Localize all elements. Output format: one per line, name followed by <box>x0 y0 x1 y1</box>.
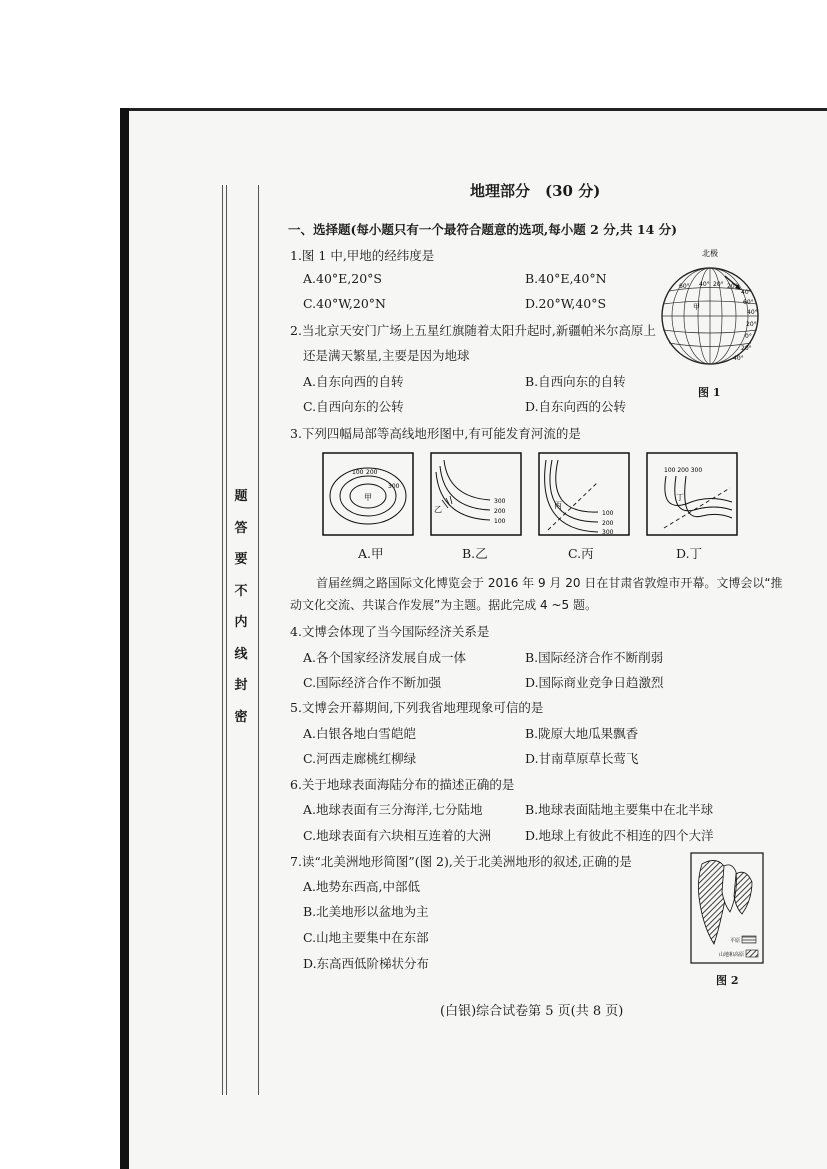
question-4-stem: 4.文博会体现了当今国际经济关系是 <box>290 624 490 639</box>
seal-char: 内 <box>234 615 248 631</box>
contour-map-d <box>646 452 738 536</box>
legend-plain-label: 平原 <box>729 938 740 944</box>
seal-char: 要 <box>234 552 248 568</box>
lat-label: 20° <box>746 321 757 328</box>
lon-label: 60° <box>679 283 690 290</box>
question-3-option-b: B.乙 <box>462 546 488 561</box>
contour-map-b <box>430 452 522 536</box>
question-1-option-a: A.40°E,20°S <box>303 271 382 286</box>
contour-label: 300 <box>388 483 400 490</box>
contour-label: 100 <box>602 510 614 517</box>
contour-label: 200 <box>366 469 378 476</box>
lat-label: 60° <box>743 299 754 306</box>
question-7-option-a: A.地势东西高,中部低 <box>303 879 420 894</box>
seal-char: 密 <box>234 709 248 725</box>
question-2-stem: 2.当北京天安门广场上五星红旗随着太阳升起时,新疆帕米尔高原上 <box>290 323 656 338</box>
question-5-option-d: D.甘南草原草长莺飞 <box>525 751 639 766</box>
contour-label: 100 200 300 <box>664 467 703 474</box>
lat-label: 0° <box>745 333 752 340</box>
seal-char: 封 <box>234 678 248 694</box>
question-1-option-c: C.40°W,20°N <box>303 296 386 311</box>
section-heading: 一、选择题(每小题只有一个最符合题意的选项,每小题 2 分,共 14 分) <box>288 222 678 237</box>
question-5-option-c: C.河西走廊桃红柳绿 <box>303 751 417 766</box>
question-5-option-a: A.白银各地白雪皑皑 <box>303 726 417 741</box>
question-7-stem: 7.读“北美洲地形简图”(图 2),关于北美洲地形的叙述,正确的是 <box>290 854 632 869</box>
lon-label: 40° <box>741 289 752 296</box>
contour-label: 100 <box>352 469 364 476</box>
lon-label: 20° <box>727 283 738 290</box>
seal-char: 题 <box>234 489 248 504</box>
question-6-option-c: C.地球表面有六块相互连着的大洲 <box>303 828 492 843</box>
figure-2-caption: 图 2 <box>716 974 739 987</box>
question-6-option-d: D.地球上有彼此不相连的四个大洋 <box>525 828 714 843</box>
point-jia-label: 甲 <box>693 303 700 311</box>
question-7-option-d: D.东高西低阶梯状分布 <box>303 956 430 971</box>
question-3-stem: 3.下列四幅局部等高线地形图中,有可能发育河流的是 <box>290 426 581 441</box>
contour-map-c <box>538 452 630 536</box>
question-3-option-a: A.甲 <box>358 546 384 561</box>
question-7-option-b: B.北美地形以盆地为主 <box>303 904 429 919</box>
question-3-option-c: C.丙 <box>568 546 594 561</box>
point-label: 乙 <box>434 505 442 514</box>
point-label: 丁 <box>676 493 684 502</box>
question-1-stem: 1.图 1 中,甲地的经纬度是 <box>290 248 435 263</box>
binding-line-inner <box>258 185 259 1095</box>
point-label: 丙 <box>554 501 562 510</box>
question-6-option-a: A.地球表面有三分海洋,七分陆地 <box>303 802 483 817</box>
contour-label: 300 <box>494 498 506 505</box>
legend-mountain-label: 山地和高原 <box>718 952 744 958</box>
question-4-option-b: B.国际经济合作不断削弱 <box>525 650 664 665</box>
page-footer: (白银)综合试卷第 5 页(共 8 页) <box>440 1004 624 1019</box>
question-2-option-a: A.自东向西的自转 <box>303 374 404 389</box>
figure-2-north-america-map <box>690 852 764 964</box>
binding-line-outer <box>222 185 223 1095</box>
contour-map-a <box>322 452 414 536</box>
page-title: 地理部分 (30 分) <box>470 182 601 200</box>
question-4-option-a: A.各个国家经济发展自成一体 <box>303 650 467 665</box>
figure-1-globe <box>655 246 765 396</box>
question-3-option-d: D.丁 <box>676 546 703 561</box>
contour-label: 200 <box>602 520 614 527</box>
figure-1-caption: 图 1 <box>698 386 721 399</box>
left-binding-edge <box>120 108 129 1169</box>
question-2-option-b: B.自西向东的自转 <box>525 374 626 389</box>
contour-label: 100 <box>494 518 506 525</box>
question-7-option-c: C.山地主要集中在东部 <box>303 930 429 945</box>
lat-label: 20° <box>741 345 752 352</box>
question-6-stem: 6.关于地球表面海陆分布的描述正确的是 <box>290 777 515 792</box>
lat-label: 40° <box>747 309 758 316</box>
lon-label: 20° <box>713 281 724 288</box>
top-border <box>122 108 827 111</box>
question-2-option-c: C.自西向东的公转 <box>303 399 404 414</box>
contour-label: 200 <box>494 508 506 515</box>
question-5-option-b: B.陇原大地瓜果飘香 <box>525 726 639 741</box>
question-1-option-d: D.20°W,40°S <box>525 296 607 311</box>
contour-label: 300 <box>602 529 614 536</box>
question-6-option-b: B.地球表面陆地主要集中在北半球 <box>525 802 714 817</box>
question-4-option-c: C.国际经济合作不断加强 <box>303 675 442 690</box>
seal-char: 线 <box>234 646 248 662</box>
seal-char: 答 <box>234 520 248 536</box>
question-1-option-b: B.40°E,40°N <box>525 271 607 286</box>
lon-label: 40° <box>699 281 710 288</box>
seal-notice <box>231 485 251 725</box>
question-4-option-d: D.国际商业竞争日趋激烈 <box>525 675 664 690</box>
point-label: 甲 <box>364 493 372 502</box>
lat-label: 40° <box>733 355 744 362</box>
reading-passage-line-1: 首届丝绸之路国际文化博览会于 2016 年 9 月 20 日在甘肃省敦煌市开幕。文博会以“推 <box>316 576 783 590</box>
binding-line-mid <box>226 185 227 1095</box>
reading-passage-line-2: 动文化交流、共谋合作发展”为主题。据此完成 4 ~5 题。 <box>290 598 597 612</box>
question-2-option-d: D.自东向西的公转 <box>525 399 627 414</box>
seal-char: 不 <box>234 583 248 599</box>
question-5-stem: 5.文博会开幕期间,下列我省地理现象可信的是 <box>290 700 544 715</box>
north-pole-label: 北极 <box>702 249 718 258</box>
question-2-stem-continued: 还是满天繁星,主要是因为地球 <box>303 348 470 363</box>
